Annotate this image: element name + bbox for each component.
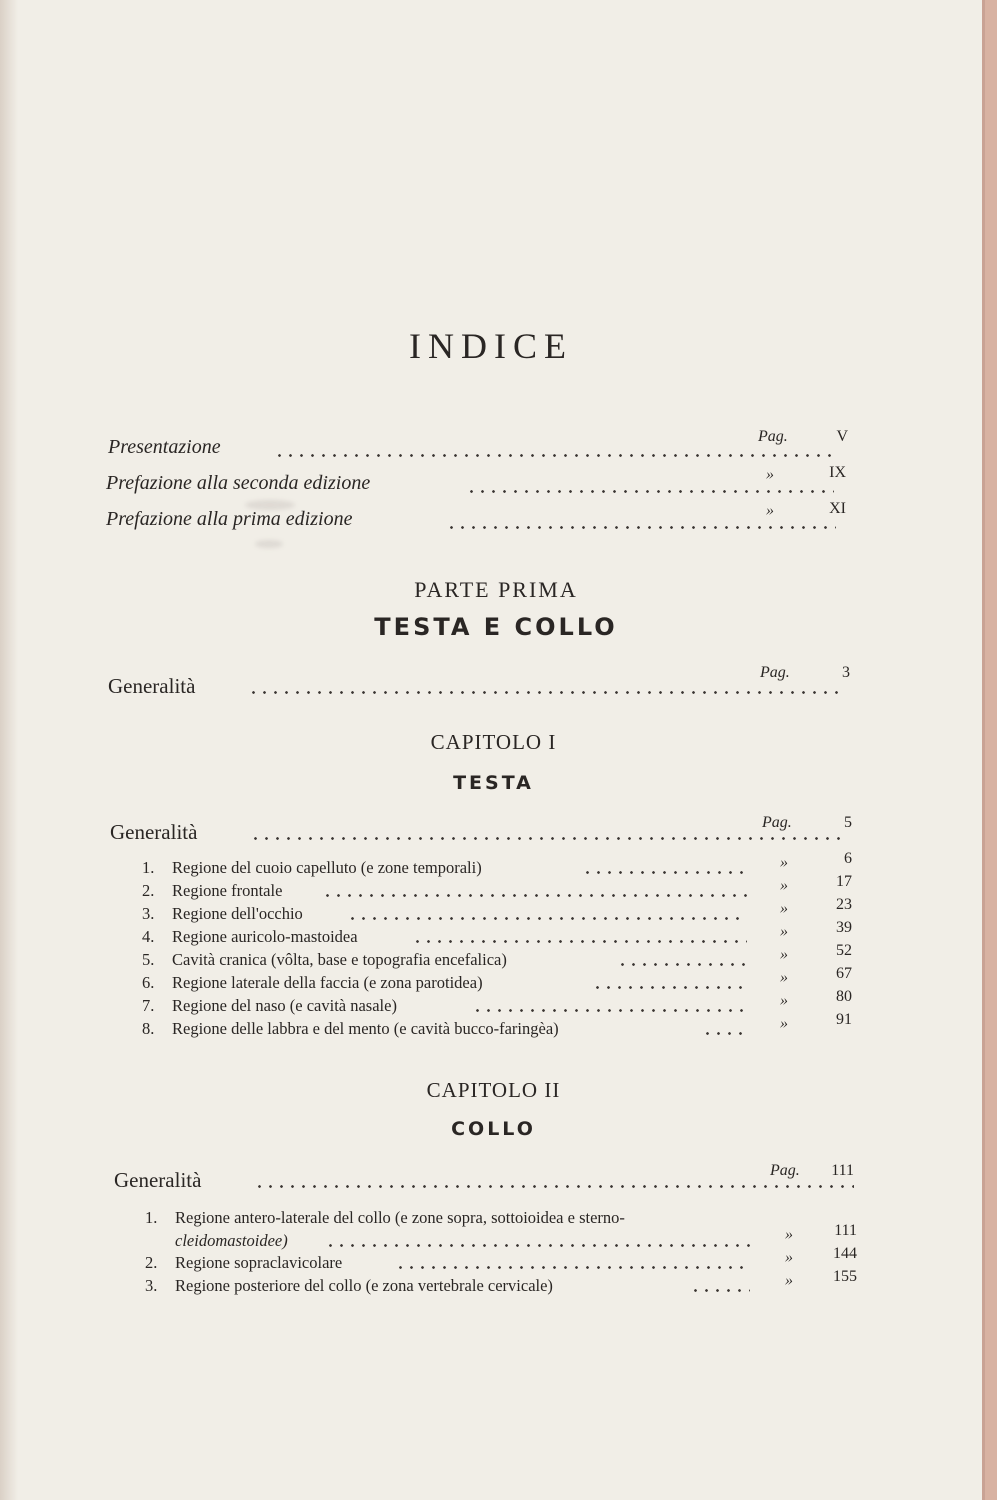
toc-entry[interactable] [142,1011,857,1045]
toc-entry-prefazione-prima[interactable] [106,500,856,534]
part-title: TESTA E COLLO [374,613,618,641]
dot-leader [582,871,747,874]
toc-entry-label: Generalità [110,820,198,844]
pag-abbrev: » [780,923,788,940]
page-number: 6 [844,850,852,867]
chapter-title: TESTA [453,772,534,794]
entry-number: 2. [145,1253,158,1272]
dot-leader [446,526,836,529]
toc-entry-label: Regione antero-laterale del collo (e zone sopra, sottoioidea e sterno- [175,1208,625,1227]
toc-entry-label: Regione del cuoio capelluto (e zone temporali) [172,858,482,877]
index-title: INDICE [409,326,573,366]
toc-entry-presentazione[interactable] [108,428,858,462]
pag-abbrev: » [766,502,774,519]
toc-entry[interactable] [145,1268,860,1302]
dot-leader [592,986,747,989]
pag-abbrev: » [780,969,788,986]
toc-entry-generalita-parte[interactable] [108,664,858,700]
dot-leader [617,963,747,966]
pag-abbrev: » [785,1272,793,1289]
toc-entry-generalita-testa[interactable] [110,814,860,846]
entry-number: 1. [142,858,155,877]
toc-entry-label: Regione frontale [172,881,283,900]
dot-leader [322,894,747,897]
page-number: 111 [831,1162,854,1179]
toc-entry[interactable] [145,1208,860,1254]
pag-abbrev: » [785,1226,793,1243]
toc-entry-generalita-collo[interactable] [114,1162,859,1194]
chapter-title: COLLO [451,1118,536,1140]
dot-leader [466,490,834,493]
dot-leader [325,1244,750,1247]
dot-leader [347,917,747,920]
toc-entry-label: Regione auricolo-mastoidea [172,927,358,946]
page-number: IX [829,464,846,481]
page-number: 67 [836,965,852,982]
page-number: 155 [833,1268,857,1285]
dot-leader [254,1185,854,1188]
toc-entry-label: Regione sopraclavicolare [175,1253,343,1272]
entry-number: 4. [142,927,155,946]
part-label: PARTE PRIMA [414,577,578,602]
ink-smudge [255,540,283,548]
pag-abbrev: » [766,466,774,483]
dot-leader [250,837,840,840]
toc-entry-label: Regione posteriore del collo (e zona vertebrale cervicale) [175,1276,553,1295]
pag-abbrev: Pag. [762,814,792,831]
toc-entry-label: Regione laterale della faccia (e zona parotidea) [172,973,483,992]
dot-leader [690,1289,750,1292]
page-number: XI [829,500,846,517]
page-number: 17 [836,873,852,890]
page-number: 5 [844,814,852,831]
toc-entry-label: Presentazione [108,436,221,458]
page-number: 52 [836,942,852,959]
pag-abbrev: » [780,992,788,1009]
entry-number: 6. [142,973,155,992]
pag-abbrev: » [780,854,788,871]
page-number: 91 [836,1011,852,1028]
page-number: 80 [836,988,852,1005]
chapter-label: CAPITOLO II [426,1078,561,1102]
pag-abbrev: » [780,900,788,917]
entry-number: 3. [145,1276,158,1295]
entry-number: 8. [142,1019,155,1038]
toc-entry-label: Generalità [114,1168,202,1192]
dot-leader [702,1032,747,1035]
toc-entry-label: Cavità cranica (vôlta, base e topografia encefalica) [172,950,507,969]
toc-entry-label: Regione delle labbra e del mento (e cavità bucco-faringèa) [172,1019,559,1038]
entry-number: 5. [142,950,155,969]
toc-entry-label: Regione dell'occhio [172,904,303,923]
toc-entry-label: Prefazione alla seconda edizione [106,472,371,494]
entry-number: 7. [142,996,155,1015]
pag-abbrev: » [780,1015,788,1032]
pag-abbrev: Pag. [760,664,790,681]
page-number: V [836,428,848,445]
pag-abbrev: » [780,877,788,894]
dot-leader [472,1009,747,1012]
toc-entry-prefazione-seconda[interactable] [106,464,856,498]
pag-abbrev: » [785,1249,793,1266]
chapter-label: CAPITOLO I [430,730,557,754]
page-number: 144 [833,1245,857,1262]
toc-entry-label: Prefazione alla prima edizione [106,508,353,530]
toc-entry-label-continued: cleidomastoidee) [175,1231,288,1250]
page-number: 111 [834,1222,857,1239]
dot-leader [274,454,834,457]
pag-abbrev: Pag. [758,428,788,445]
entry-number: 3. [142,904,155,923]
page-number: 3 [842,664,850,681]
pag-abbrev: Pag. [770,1162,800,1179]
entry-number: 1. [145,1208,158,1227]
toc-entry-label: Generalità [108,674,196,698]
entry-number: 2. [142,881,155,900]
dot-leader [412,940,747,943]
page-number: 23 [836,896,852,913]
page-number: 39 [836,919,852,936]
dot-leader [248,691,838,694]
pag-abbrev: » [780,946,788,963]
toc-entry-label: Regione del naso (e cavità nasale) [172,996,397,1015]
dot-leader [395,1266,750,1269]
